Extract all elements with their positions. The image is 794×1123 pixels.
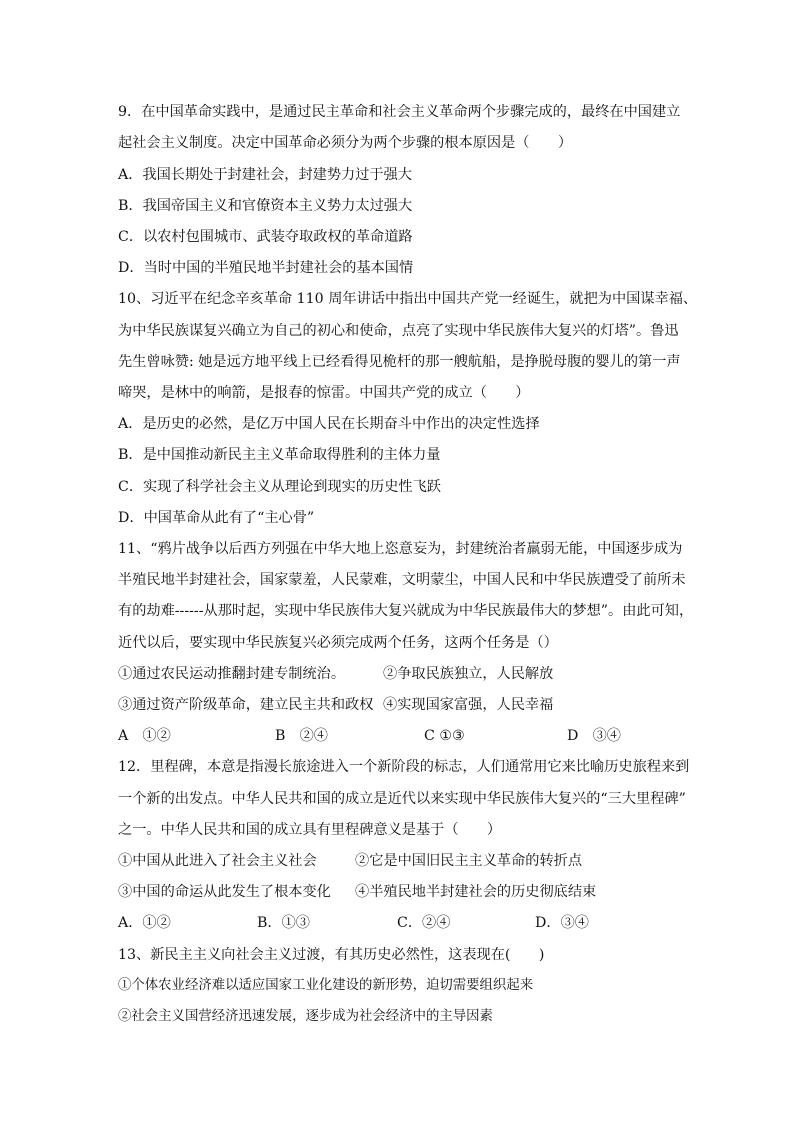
question-13-item-1: ①个体农业经济难以适应国家工业化建设的新形势，迫切需要组织起来 (118, 978, 534, 993)
question-10-stem-line-2: 为中华民族谋复兴确立为自己的初心和使命，点亮了实现中华民族伟大复兴的灯塔”。鲁迅 (118, 323, 679, 339)
question-13-stem-line-1: 13、新民主主义向社会主义过渡，有其历史必然性，这表现在( ) (118, 947, 545, 963)
question-9-stem-line-2: 起社会主义制度。决定中国革命必须分为两个步骤的根本原因是（ ） (118, 135, 573, 151)
question-11-choices (118, 726, 678, 746)
question-11-stem-line-4: 近代以后，要实现中华民族复兴必须完成两个任务，这两个任务是（） (118, 635, 558, 651)
question-11-items-row-2 (118, 695, 678, 715)
question-12-item-2: ②它是中国旧民主主义革命的转折点 (355, 853, 583, 869)
question-11-choice-d: D ③④ (567, 728, 621, 744)
question-9-option-d: D．当时中国的半殖民地半封建社会的基本国情 (118, 260, 414, 276)
question-12-choice-d: D．③④ (535, 915, 589, 931)
question-11-items-row-1 (118, 664, 678, 684)
question-9-option-a: A．我国长期处于封建社会，封建势力过于强大 (118, 167, 412, 183)
question-11-item-4: ④实现国家富强，人民幸福 (383, 697, 554, 713)
question-9-stem-line-1: 9．在中国革命实践中，是通过民主革命和社会主义革命两个步骤完成的，最终在中国建立 (118, 104, 681, 120)
question-10-option-c: C．实现了科学社会主义从理论到现实的历史性飞跃 (118, 479, 441, 495)
question-11-item-2: ②争取民族独立，人民解放 (383, 666, 554, 682)
question-9-option-b: B．我国帝国主义和官僚资本主义势力太过强大 (118, 198, 413, 214)
question-12-choices (118, 913, 678, 933)
question-12-items-row-1 (118, 851, 678, 871)
question-10-stem-line-1: 10、习近平在纪念辛亥革命 110 周年讲话中指出中国共产党一经诞生，就把为中国谋幸福、 (118, 291, 698, 307)
question-12-stem-line-1: 12．里程碑，本意是指漫长旅途进入一个新阶段的标志，人们通常用它来比喻历史旅程来到 (118, 759, 690, 775)
question-11-item-1: ①通过农民运动推翻封建专制统治。 (118, 666, 346, 682)
question-11-choice-b: B ②④ (275, 728, 328, 744)
question-11-item-3: ③通过资产阶级革命，建立民主共和政权 (118, 697, 374, 713)
question-12-item-4: ④半殖民地半封建社会的历史彻底结束 (355, 884, 597, 900)
question-12-choice-a: A．①② (118, 915, 171, 931)
question-11-stem-line-3: 有的劫难------从那时起，实现中华民族伟大复兴就成为中华民族最伟大的梦想”。由此可知， (118, 603, 694, 619)
question-11-choice-a: A ①② (118, 728, 171, 744)
question-10-option-a: A．是历史的必然，是亿万中国人民在长期奋斗中作出的决定性选择 (118, 416, 540, 432)
question-12-item-1: ①中国从此进入了社会主义社会 (118, 853, 317, 869)
question-12-choice-c: C．②④ (397, 915, 451, 931)
question-12-item-3: ③中国的命运从此发生了根本变化 (118, 884, 331, 900)
question-10-option-b: B．是中国推动新民主主义革命取得胜利的主体力量 (118, 447, 441, 463)
question-11-stem-line-2: 半殖民地半封建社会，国家蒙羞，人民蒙难，文明蒙尘，中国人民和中华民族遭受了前所未 (118, 572, 686, 588)
question-10-stem-line-4: 啼哭，是林中的响箭，是报春的惊雷。中国共产党的成立（ ） (118, 385, 530, 401)
question-11-stem-line-1: 11、“鸦片战争以后西方列强在中华大地上恣意妄为，封建统治者羸弱无能，中国逐步成为 (118, 541, 683, 557)
question-10-stem-line-3: 先生曾咏赞: 她是远方地平线上已经看得见桅杆的那一艘航船，是挣脱母腹的婴儿的第一声 (118, 354, 681, 370)
question-12-choice-b: B．①③ (257, 915, 310, 931)
question-12-items-row-2 (118, 882, 678, 902)
question-11-choice-c: C ①③ (424, 728, 465, 744)
question-12-stem-line-3: 之一。中华人民共和国的成立具有里程碑意义是基于（ ） (118, 822, 502, 838)
question-12-stem-line-2: 一个新的出发点。中华人民共和国的成立是近代以来实现中华民族伟大复兴的“三大里程碑” (118, 791, 686, 807)
question-10-option-d: D．中国革命从此有了“主心骨” (118, 510, 315, 526)
question-13-item-2: ②社会主义国营经济迅速发展，逐步成为社会经济中的主导因素 (118, 1009, 493, 1024)
question-9-option-c: C．以农村包围城市、武装夺取政权的革命道路 (118, 229, 413, 245)
